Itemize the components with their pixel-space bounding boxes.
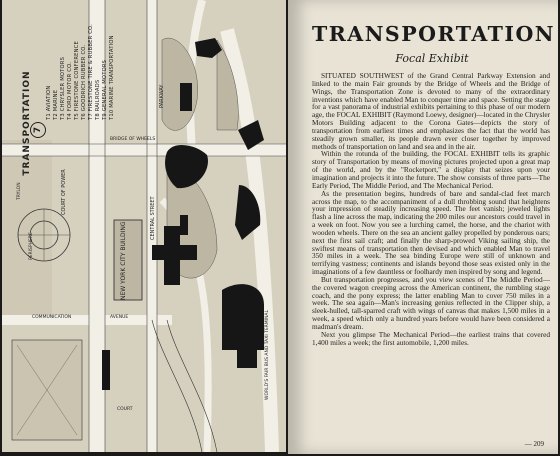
map-title: TRANSPORTATION bbox=[22, 70, 32, 176]
map-label-bus-terminal: WORLD'S FAIR BUS AND TAXI TERMINAL bbox=[265, 310, 270, 400]
map-label-nyc-building: NEW YORK CITY BUILDING bbox=[120, 221, 127, 300]
legend-item: T3 CHRYSLER MOTORS bbox=[60, 56, 66, 120]
map-number-badge: 7 bbox=[30, 122, 46, 138]
page-title: TRANSPORTATION bbox=[312, 22, 556, 46]
legend-item: T10 MARINE TRANSPORTATION bbox=[109, 35, 115, 120]
map-label-court-of-power: COURT OF POWER bbox=[61, 169, 67, 215]
map-label-central-street: CENTRAL STREET bbox=[150, 196, 156, 240]
legend-item: T6 GOODRICH RUBBER CO. bbox=[81, 44, 87, 120]
map-label-perisphere: PERISPHERE bbox=[29, 232, 34, 260]
paragraph: As the presentation begins, hundreds of bare and sandal-clad feet march across the map, to the accompaniment of a dull throbbing sound that heightens your impression of steadily increasing speed. The feet vanish; jeweled lights flash a line across the map, indicating the 200 miles our ancestors could travel in a week on foot. Now you see a lurching camel, the horse, and the chariot with wooden wheels. There on the sea an ancient galley propelled by ponderous oars; next the first sail craft; and finally the sharp-prowed Viking sailing ship, the swiftest means of transportation then devised and which enabled Man to travel 350 miles in a week. The sea binding Europe were still of unknown and terrifying vastness; continents and islands beyond those seas existed only in the imaginations of a few dauntless or foolhardy men inspired by song and legend. bbox=[312, 188, 550, 277]
legend-item: T7 FIRESTONE TIRE & RUBBER CO. bbox=[88, 24, 94, 120]
map-page bbox=[2, 0, 286, 452]
page-subtitle: Focal Exhibit bbox=[395, 52, 469, 65]
map-label-communication: COMMUNICATION bbox=[32, 315, 72, 320]
text-page bbox=[288, 0, 558, 454]
legend-item: T2 MARINE bbox=[53, 89, 59, 120]
map-label-trylon: TRYLON bbox=[17, 182, 22, 200]
map-legend bbox=[14, 8, 126, 138]
map-label-court: COURT bbox=[117, 407, 133, 412]
body-text bbox=[312, 72, 550, 347]
legend-item: T1 AVIATION bbox=[46, 85, 52, 120]
legend-item: T9 GENERAL MOTORS bbox=[102, 59, 108, 120]
legend-item: T5 FIRESTONE CONFERENCE bbox=[74, 41, 80, 120]
map-label-bridge-of-wheels: BRIDGE OF WHEELS bbox=[110, 137, 156, 142]
legend-item: T4 FORD MOTOR CO. bbox=[67, 61, 73, 120]
page-number: — 209 bbox=[524, 440, 544, 448]
map-label-avenue: AVENUE bbox=[110, 315, 129, 320]
paragraph: SITUATED SOUTHWEST of the Grand Central Parkway Extension and linked to the main Fair grounds by the Bridge of Wheels and the Bridge of Wings, the Transportation Zone is devoted to many of the extraordinary inventions which have enabled Man to conquer time and space. Setting the stage for a vast panorama of industrial exhibits pertaining to this phase of our modern age, the FOCAL EXHIBIT (Raymond Loewy, designer)—located in the Chrysler Motors Building adjacent to the Corona Gates—depicts the story of transportation from earliest times and emphasizes the fact that the world has steadily grown smaller, its people drawn ever closer together by improved methods of transportation on land and sea and in the air. bbox=[312, 71, 550, 151]
paragraph: Within the rotunda of the building, the FOCAL EXHIBIT tells its graphic story of Transportation by means of moving pictures projected upon a great map of the world, and by the "Rocketport," a display that seizes upon your imagination and projects it into the future. The show consists of three parts—The Early Period, The Middle Period, and The Mechanical Period. bbox=[312, 149, 550, 190]
paragraph: Next you glimpse The Mechanical Period—the earliest trains that covered 1,400 miles a week; the first automobile, 1,200 miles. bbox=[312, 329, 550, 347]
legend-item: T8 RAILROADS bbox=[95, 79, 101, 120]
paragraph: But transportation progresses, and you view scenes of The Middle Period—the covered wagon creeping across the American continent, the rumbling stage coach, and the pony express; the latter enabling Man to cover 750 miles in a week. The sea again—Man's increasing genius reflected in the Clipper ship, a sleek-hulled, tall-sparred craft with wings of canvas that makes 1,500 miles in a week, a speed which only a hundred years before would have been considered a madman's dream. bbox=[312, 274, 550, 331]
map-label-parkway: PARKWAY bbox=[159, 84, 165, 108]
